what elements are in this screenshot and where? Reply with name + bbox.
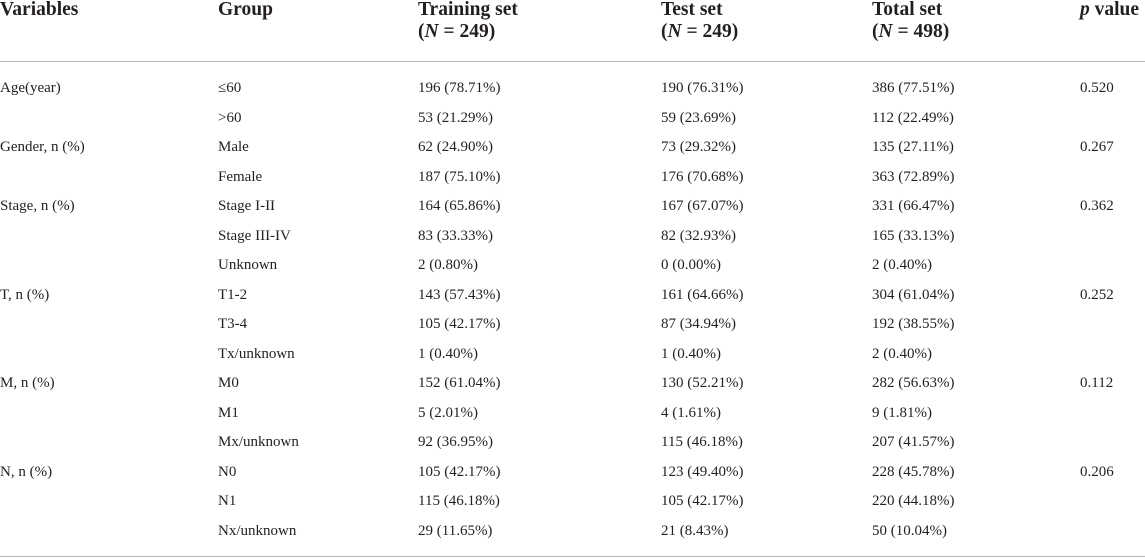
cell-training: 196 (78.71%): [418, 80, 501, 96]
cell-total: 9 (1.81%): [872, 404, 932, 421]
table-row: [0, 315, 1145, 345]
cell-variable: T, n (%): [0, 286, 50, 303]
cell-group: Male: [218, 139, 249, 155]
cell-group: Stage III-IV: [218, 227, 291, 244]
cell-total: 331 (66.47%): [872, 198, 955, 214]
header-training-n-label: N: [424, 21, 439, 42]
cell-p-value: 0.520: [1080, 80, 1114, 96]
cell-total: 386 (77.51%): [872, 80, 955, 96]
cell-training: 5 (2.01%): [418, 404, 478, 421]
table-row: [0, 522, 1145, 552]
cell-test: 115 (46.18%): [661, 434, 743, 450]
cell-total: 363 (72.89%): [872, 168, 955, 185]
cell-p-value: 0.267: [1080, 139, 1114, 155]
cell-group: N0: [218, 463, 237, 480]
header-p-symbol: p: [1080, 0, 1090, 20]
cell-test: 130 (52.21%): [661, 375, 744, 391]
header-total-title: Total set: [872, 0, 943, 20]
table-row: [0, 433, 1145, 463]
cell-test: 21 (8.43%): [661, 522, 729, 539]
cell-group: Unknown: [218, 257, 278, 273]
cell-test: 161 (64.66%): [661, 286, 744, 303]
cell-test: 82 (32.93%): [661, 227, 736, 244]
cell-group: >60: [218, 109, 242, 126]
cell-total: 112 (22.49%): [872, 109, 954, 126]
cell-group: N1: [218, 493, 237, 509]
cell-training: 105 (42.17%): [418, 316, 501, 332]
cell-group: M1: [218, 404, 239, 421]
table-row: [0, 79, 1145, 109]
cell-total: 165 (33.13%): [872, 227, 955, 244]
cell-total: 282 (56.63%): [872, 375, 955, 391]
cell-group: T1-2: [218, 286, 248, 303]
table-row: [0, 227, 1145, 257]
cell-test: 1 (0.40%): [661, 345, 721, 362]
header-total-n-label: N: [878, 21, 893, 42]
table-row: [0, 286, 1145, 316]
table-row: [0, 492, 1145, 522]
cell-training: 164 (65.86%): [418, 198, 501, 214]
cell-total: 135 (27.11%): [872, 139, 954, 155]
cell-variable: Stage, n (%): [0, 198, 75, 214]
header-training-title: Training set: [418, 0, 518, 20]
cell-group: M0: [218, 375, 239, 391]
cell-test: 87 (34.94%): [661, 316, 736, 332]
cell-test: 190 (76.31%): [661, 80, 744, 96]
header-variables: Variables: [0, 0, 79, 20]
cell-training: 53 (21.29%): [418, 109, 493, 126]
table-header: [0, 0, 1145, 62]
cell-test: 4 (1.61%): [661, 404, 721, 421]
cell-p-value: 0.362: [1080, 198, 1114, 214]
cell-training: 115 (46.18%): [418, 493, 500, 509]
cell-training: 152 (61.04%): [418, 375, 501, 391]
header-total-n-value: = 498: [892, 21, 943, 42]
cell-group: ≤60: [218, 80, 242, 96]
cell-training: 105 (42.17%): [418, 463, 501, 480]
cell-training: 143 (57.43%): [418, 286, 501, 303]
header-divider: [0, 61, 1145, 62]
cell-variable: M, n (%): [0, 375, 55, 391]
table-row: [0, 197, 1145, 227]
table-row: [0, 374, 1145, 404]
table-row: [0, 256, 1145, 286]
cell-total: 304 (61.04%): [872, 286, 955, 303]
header-p-rest: value: [1089, 0, 1140, 20]
header-test-n-label: N: [667, 21, 682, 42]
cell-test: 73 (29.32%): [661, 139, 736, 155]
cell-p-value: 0.112: [1080, 375, 1114, 391]
cell-total: 192 (38.55%): [872, 316, 955, 332]
cell-group: Stage I-II: [218, 198, 276, 214]
cell-training: 83 (33.33%): [418, 227, 493, 244]
cell-total: 228 (45.78%): [872, 463, 955, 480]
header-training-n-value: = 249: [438, 21, 489, 42]
cell-total: 2 (0.40%): [872, 345, 932, 362]
cell-test: 123 (49.40%): [661, 463, 744, 480]
cell-group: Nx/unknown: [218, 522, 297, 539]
cell-test: 0 (0.00%): [661, 257, 721, 273]
cell-test: 105 (42.17%): [661, 493, 744, 509]
cell-variable: Gender, n (%): [0, 139, 85, 155]
cell-training: 92 (36.95%): [418, 434, 493, 450]
cell-training: 62 (24.90%): [418, 139, 493, 155]
table-row: [0, 168, 1145, 198]
cell-total: 50 (10.04%): [872, 522, 947, 539]
cell-test: 176 (70.68%): [661, 168, 744, 185]
header-group: Group: [218, 0, 273, 20]
table-row: [0, 109, 1145, 139]
cell-variable: Age(year): [0, 80, 61, 96]
header-test-set: Test set (N = 249): [661, 0, 739, 42]
header-test-n-value: = 249: [681, 21, 732, 42]
cell-total: 220 (44.18%): [872, 493, 955, 509]
table-row: [0, 138, 1145, 168]
cell-training: 1 (0.40%): [418, 345, 478, 362]
table-row: [0, 345, 1145, 375]
cell-total: 2 (0.40%): [872, 257, 932, 273]
table-row: [0, 463, 1145, 493]
header-total-set: Total set (N = 498): [872, 0, 950, 42]
cell-group: T3-4: [218, 316, 248, 332]
cell-group: Female: [218, 168, 263, 185]
cell-group: Tx/unknown: [218, 345, 295, 362]
header-p-value: [1080, 0, 1139, 21]
cell-total: 207 (41.57%): [872, 434, 955, 450]
cell-training: 2 (0.80%): [418, 257, 478, 273]
bottom-divider: [0, 556, 1145, 557]
cell-variable: N, n (%): [0, 463, 53, 480]
table-row: [0, 404, 1145, 434]
cell-test: 59 (23.69%): [661, 109, 736, 126]
cell-test: 167 (67.07%): [661, 198, 744, 214]
cell-p-value: 0.252: [1080, 286, 1114, 303]
header-test-title: Test set: [661, 0, 723, 20]
cell-training: 187 (75.10%): [418, 168, 501, 185]
header-training-set: Training set (N = 249): [418, 0, 518, 42]
cell-group: Mx/unknown: [218, 434, 299, 450]
cell-p-value: 0.206: [1080, 463, 1114, 480]
cell-training: 29 (11.65%): [418, 522, 493, 539]
